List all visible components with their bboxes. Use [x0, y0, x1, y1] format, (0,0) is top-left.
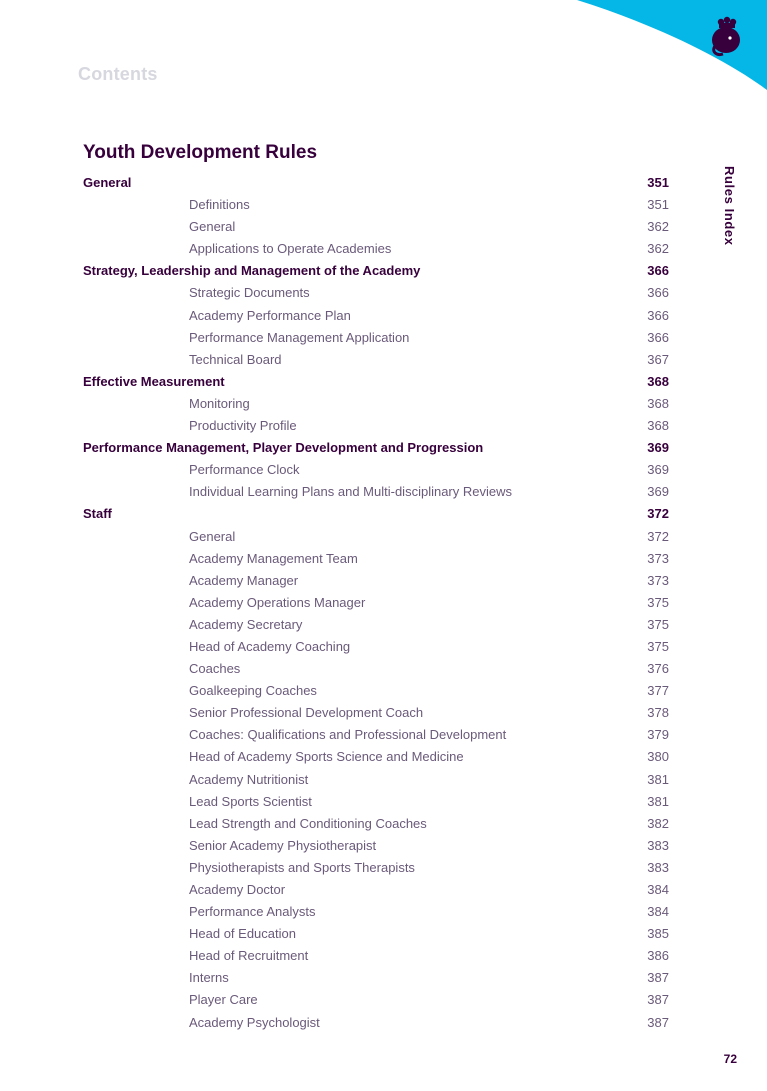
toc-section-heading[interactable]: [83, 172, 669, 194]
toc-page-number: 383: [647, 837, 669, 853]
toc-title: Academy Management Team: [189, 550, 358, 566]
toc-title: Technical Board: [189, 351, 282, 367]
toc-entry[interactable]: [83, 459, 669, 481]
toc-title: Lead Sports Scientist: [189, 793, 312, 809]
toc-entry[interactable]: [83, 967, 669, 989]
toc-entry[interactable]: [83, 658, 669, 680]
toc-page-number: 384: [647, 904, 669, 920]
toc-page-number: 369: [647, 462, 669, 478]
toc-title: Academy Psychologist: [189, 1014, 320, 1030]
toc-page-number: 372: [647, 528, 669, 544]
toc-title: Head of Recruitment: [189, 948, 309, 964]
toc-title: Productivity Profile: [189, 418, 297, 434]
toc-page-number: 378: [647, 705, 669, 721]
toc-page-number: 375: [647, 616, 669, 632]
toc-page-number: 373: [647, 572, 669, 588]
toc-entry[interactable]: [83, 702, 669, 724]
toc-title: Player Care: [189, 992, 258, 1008]
toc-entry[interactable]: [83, 791, 669, 813]
toc-title: Academy Performance Plan: [189, 307, 351, 323]
toc-title: Interns: [189, 970, 229, 986]
toc-page-number: 379: [647, 727, 669, 743]
toc-title: Physiotherapists and Sports Therapists: [189, 859, 415, 875]
toc-entry[interactable]: [83, 614, 669, 636]
toc-page-number: 366: [647, 285, 669, 301]
toc-entry[interactable]: [83, 327, 669, 349]
toc-title: Head of Education: [189, 926, 296, 942]
toc-page-number: 368: [647, 395, 669, 411]
toc-title: Performance Analysts: [189, 904, 316, 920]
toc-page-number: 375: [647, 594, 669, 610]
toc-title: Monitoring: [189, 395, 250, 411]
toc-title: Lead Strength and Conditioning Coaches: [189, 815, 427, 831]
toc-page-number: 351: [647, 175, 669, 190]
toc-page-number: 367: [647, 351, 669, 367]
toc-page-number: 387: [647, 992, 669, 1008]
toc-entry[interactable]: [83, 592, 669, 614]
toc-title: Academy Nutritionist: [189, 771, 309, 787]
toc-title: Performance Management, Player Development and Progression: [83, 440, 484, 456]
toc-entry[interactable]: [83, 901, 669, 923]
toc-page-number: 384: [647, 882, 669, 897]
toc-section-heading[interactable]: [83, 503, 669, 525]
toc-entry[interactable]: [83, 282, 669, 304]
toc-entry[interactable]: [83, 570, 669, 592]
toc-title: Academy Operations Manager: [189, 594, 366, 610]
toc-section-heading[interactable]: [83, 371, 669, 393]
toc-page-number: 387: [647, 1014, 669, 1030]
toc-title: Staff: [83, 506, 112, 522]
toc-entry[interactable]: [83, 216, 669, 238]
toc-entry[interactable]: [83, 989, 669, 1011]
toc-entry[interactable]: [83, 835, 669, 857]
toc-entry[interactable]: [83, 305, 669, 327]
toc-entry[interactable]: [83, 526, 669, 548]
rules-index-label: Rules Index: [722, 166, 737, 246]
toc-title: Performance Management Application: [189, 329, 410, 345]
toc-entry[interactable]: [83, 349, 669, 371]
toc-page-number: 351: [647, 197, 669, 213]
toc-entry[interactable]: [83, 393, 669, 415]
contents-label: Contents: [78, 64, 158, 84]
toc-section-heading[interactable]: [83, 260, 669, 282]
toc-entry[interactable]: [83, 813, 669, 835]
toc-entry[interactable]: [83, 238, 669, 260]
toc-title: Head of Academy Coaching: [189, 638, 351, 654]
toc-page-number: 383: [647, 859, 669, 875]
toc-entry[interactable]: [83, 548, 669, 570]
toc-title: Goalkeeping Coaches: [189, 683, 317, 699]
toc-title: Coaches: Qualifications and Professional Development: [189, 727, 507, 743]
toc-entry[interactable]: [83, 481, 669, 503]
toc-page-number: 366: [647, 263, 669, 279]
toc-page-number: 386: [647, 948, 669, 964]
toc-page-number: 362: [647, 241, 669, 257]
toc-section-heading[interactable]: [83, 437, 669, 459]
toc-title: Senior Academy Physiotherapist: [189, 837, 377, 853]
toc-page-number: 368: [647, 373, 669, 389]
toc-page-number: 369: [647, 484, 669, 500]
toc-title: Strategy, Leadership and Management of the Academy: [83, 263, 421, 279]
toc-entry[interactable]: [83, 923, 669, 945]
toc-title: Academy Manager: [189, 572, 299, 588]
toc-page-number: 366: [647, 307, 669, 323]
toc-page-number: 380: [647, 749, 669, 765]
toc-page-number: 375: [647, 638, 669, 654]
toc-title: Academy Secretary: [189, 616, 303, 632]
toc-title: Effective Measurement: [83, 373, 225, 389]
toc-page-number: 366: [647, 329, 669, 345]
toc-page-number: 372: [647, 506, 669, 522]
toc-entry[interactable]: [83, 415, 669, 437]
toc-title: Academy Doctor: [189, 882, 286, 897]
toc-page-number: 377: [647, 683, 669, 699]
toc-page-number: 385: [647, 926, 669, 942]
toc-title: Individual Learning Plans and Multi-disciplinary Reviews: [189, 484, 512, 500]
corner-graphic: [577, 0, 767, 90]
toc-title: Head of Academy Sports Science and Medicine: [189, 749, 464, 765]
toc-title: General: [189, 528, 236, 544]
toc-entry[interactable]: [83, 945, 669, 967]
toc-entry[interactable]: [83, 194, 669, 216]
toc-title: Senior Professional Development Coach: [189, 705, 424, 721]
toc-entry[interactable]: [83, 1012, 669, 1034]
toc-page-number: 376: [647, 661, 669, 677]
toc-page-number: 369: [647, 440, 669, 456]
toc-title: Strategic Documents: [189, 285, 310, 301]
toc-page-number: 381: [647, 793, 669, 809]
toc-page-number: 373: [647, 550, 669, 566]
toc-entry[interactable]: [83, 769, 669, 791]
toc-title: Coaches: [189, 661, 241, 677]
table-of-contents: [83, 172, 669, 1034]
section-title: Youth Development Rules: [83, 142, 318, 163]
toc-title: Definitions: [189, 197, 250, 213]
toc-entry[interactable]: [83, 680, 669, 702]
toc-title: Performance Clock: [189, 462, 300, 478]
toc-page-number: 362: [647, 219, 669, 235]
toc-title: Applications to Operate Academies: [189, 241, 392, 257]
toc-entry[interactable]: [83, 879, 669, 901]
toc-page-number: 381: [647, 771, 669, 787]
toc-entry[interactable]: [83, 857, 669, 879]
toc-entry[interactable]: [83, 746, 669, 768]
page-number: 72: [723, 1052, 737, 1066]
toc-entry[interactable]: [83, 636, 669, 658]
toc-title: General: [189, 219, 236, 235]
toc-page-number: 387: [647, 970, 669, 986]
toc-entry[interactable]: [83, 724, 669, 746]
toc-page-number: 368: [647, 418, 669, 434]
toc-page-number: 382: [647, 815, 669, 831]
toc-title: General: [83, 175, 132, 190]
